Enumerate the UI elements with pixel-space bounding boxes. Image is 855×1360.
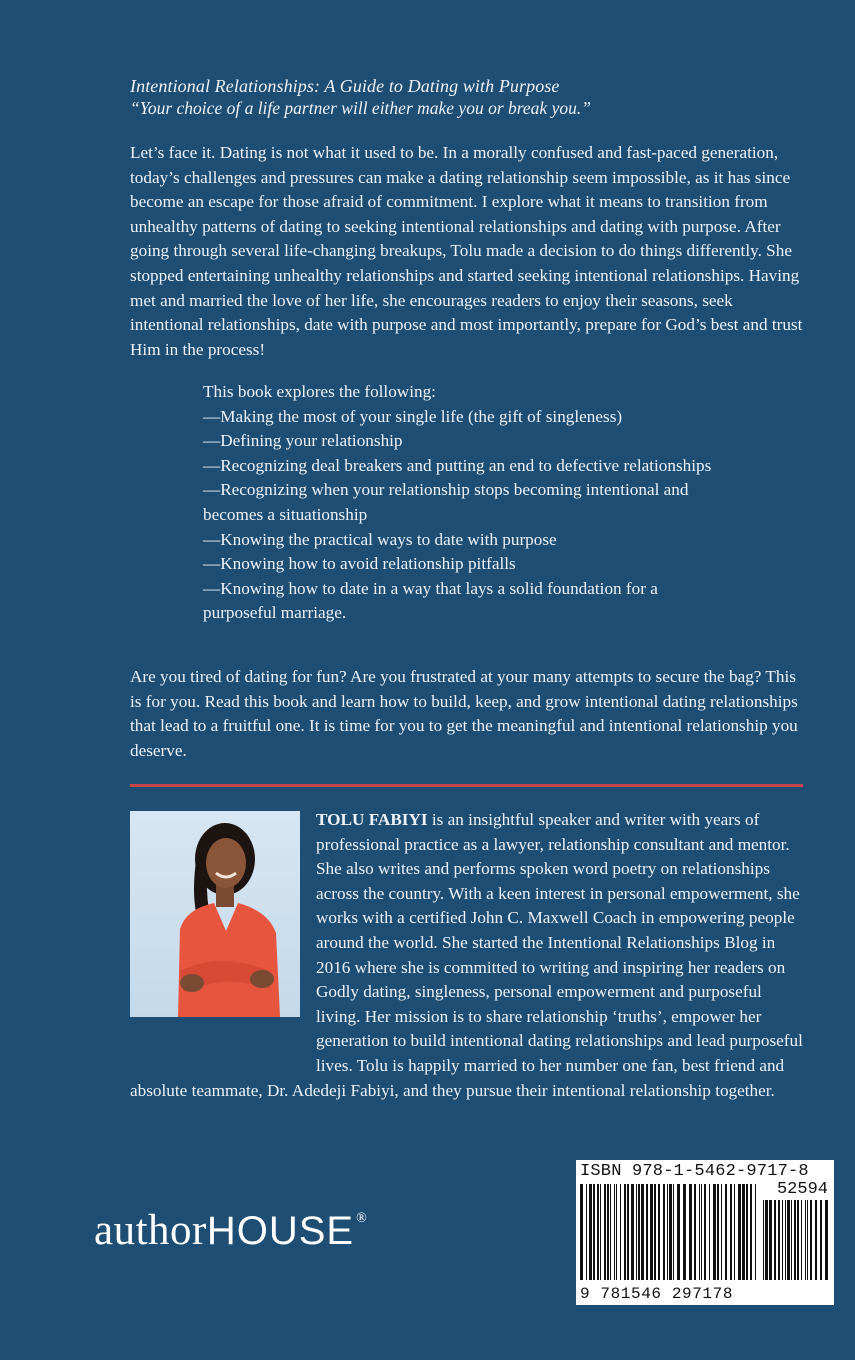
barcode-bar bbox=[815, 1200, 817, 1280]
barcode-bar bbox=[580, 1184, 583, 1280]
barcode-bar bbox=[667, 1184, 668, 1280]
barcode-bar bbox=[820, 1200, 822, 1280]
barcode-bar bbox=[610, 1184, 611, 1280]
barcode-bar bbox=[600, 1184, 601, 1280]
barcode-bar bbox=[589, 1184, 592, 1280]
barcode-bar bbox=[654, 1184, 656, 1280]
barcode-bar bbox=[794, 1200, 796, 1280]
barcode-bar bbox=[709, 1184, 710, 1280]
barcode-bar bbox=[646, 1184, 648, 1280]
barcode-bar bbox=[730, 1184, 732, 1280]
barcode-bar bbox=[765, 1200, 768, 1280]
barcode-addon-bars bbox=[763, 1200, 829, 1280]
barcode-bar bbox=[807, 1200, 808, 1280]
barcode-bar bbox=[787, 1200, 790, 1280]
barcode-bar bbox=[650, 1184, 653, 1280]
barcode-bar bbox=[791, 1200, 792, 1280]
barcode-bar bbox=[805, 1200, 806, 1280]
barcode-bar bbox=[604, 1184, 606, 1280]
barcode-bar bbox=[597, 1184, 599, 1280]
barcode-bar bbox=[801, 1200, 802, 1280]
barcode-bar bbox=[658, 1184, 660, 1280]
barcode-bar bbox=[641, 1184, 644, 1280]
publisher-logo bbox=[94, 1206, 367, 1255]
logo-house: HOUSE bbox=[206, 1209, 355, 1253]
barcode-bar bbox=[734, 1184, 735, 1280]
barcode-bar bbox=[717, 1184, 719, 1280]
logo-author: author bbox=[94, 1207, 207, 1254]
barcode-bar bbox=[769, 1200, 772, 1280]
barcode-bar bbox=[593, 1184, 595, 1280]
ean-digits: 9 781546 297178 bbox=[580, 1285, 734, 1303]
barcode-bar bbox=[755, 1184, 756, 1280]
explores-item: —Recognizing deal breakers and putting an end to defective relationships bbox=[203, 455, 712, 475]
barcode-bar bbox=[627, 1184, 629, 1280]
barcode-bar bbox=[636, 1184, 637, 1280]
explores-item: —Defining your relationship bbox=[203, 431, 403, 451]
intro-paragraph: Let’s face it. Dating is not what it used to be. In a morally confused and fast-paced generation, today’s challenges and pressures can make a dating relationship seem impossible, as it has since become an escape for those afraid of commitment. I explore what it means to transition from unhealthy patterns of dating to seeking intentional relationships and dating with purpose. After going through several life-changing breakups, Tolu made a decision to do things differently. She stopped entertaining unhealthy relationships and started seeking intentional relationships. Having met and married the love of her life, she encourages readers to enjoy their seasons, seek intentional relationships, date with purpose and most importantly, prepare for God’s best and trust Him in the process! bbox=[130, 143, 803, 359]
logo-registered: ® bbox=[356, 1211, 368, 1226]
explores-item: —Knowing how to avoid relationship pitfalls bbox=[203, 554, 516, 574]
isbn-barcode bbox=[576, 1160, 834, 1305]
barcode-bar bbox=[614, 1184, 615, 1280]
barcode-bar bbox=[782, 1200, 783, 1280]
barcode-bar bbox=[810, 1200, 812, 1280]
barcode-bar bbox=[677, 1184, 680, 1280]
price-code: 52594 bbox=[776, 1180, 828, 1199]
barcode-bar bbox=[797, 1200, 799, 1280]
barcode-bar bbox=[689, 1184, 692, 1280]
barcode-bar bbox=[825, 1200, 828, 1280]
barcode-bar bbox=[713, 1184, 716, 1280]
barcode-bar bbox=[624, 1184, 626, 1280]
barcode-bar bbox=[774, 1200, 776, 1280]
explores-list bbox=[203, 380, 729, 626]
barcode-bar bbox=[746, 1184, 748, 1280]
barcode-bar bbox=[725, 1184, 727, 1280]
author-bio-text: is an insightful speaker and writer with years of professional practice as a lawyer, relationship consultant and mentor. She also writes and performs spoken word poetry on relationships across the country. With a keen interest in personal empowerment, she works with a certified John C. Maxwell Coach in empowering people around the world. She started the Intentional Relationships Blog in 2016 where she is committed to writing and inspiring her readers on Godly dating, singleness, personal empowerment and purposeful living. Her mission is to share relationship ‘truths’, empower her generation to build intentional dating relationships and lead purposeful lives. Tolu is happily married to her number one fan, best friend and absolute teammate, Dr. Adedeji Fabiyi, and they pursue their intentional relationship together. bbox=[130, 810, 803, 1100]
explores-item: —Making the most of your single life (the gift of singleness) bbox=[203, 406, 623, 426]
barcode-bar bbox=[699, 1184, 700, 1280]
barcode-bar bbox=[750, 1184, 752, 1280]
book-title: Intentional Relationships: A Guide to Dating with Purpose bbox=[130, 76, 560, 96]
explores-heading: This book explores the following: bbox=[203, 382, 436, 401]
barcode-bar bbox=[663, 1184, 665, 1280]
barcode-bar bbox=[701, 1184, 702, 1280]
barcode-bar bbox=[694, 1184, 696, 1280]
barcode-bar bbox=[778, 1200, 780, 1280]
barcode-bar bbox=[638, 1184, 640, 1280]
barcode-bar bbox=[785, 1200, 786, 1280]
barcode-bar bbox=[738, 1184, 741, 1280]
barcode-bar bbox=[763, 1200, 764, 1280]
barcode-bar bbox=[669, 1184, 672, 1280]
barcode-bar bbox=[586, 1184, 587, 1280]
barcode-bar bbox=[742, 1184, 745, 1280]
author-bio bbox=[130, 808, 803, 1103]
isbn-number: ISBN 978-1-5462-9717-8 bbox=[580, 1162, 809, 1181]
barcode-bar bbox=[721, 1184, 722, 1280]
explores-item: —Knowing the practical ways to date with purpose bbox=[203, 529, 557, 549]
barcode-bar bbox=[683, 1184, 686, 1280]
barcode-bar bbox=[704, 1184, 706, 1280]
explores-item: —Recognizing when your relationship stops becoming intentional and becomes a situationship bbox=[203, 480, 689, 524]
barcode-bar bbox=[631, 1184, 634, 1280]
barcode-bar bbox=[616, 1184, 617, 1280]
barcode-bar bbox=[620, 1184, 621, 1280]
photo-spacer bbox=[130, 808, 316, 1054]
book-tagline: “Your choice of a life partner will either make you or break you.” bbox=[130, 98, 591, 118]
author-name: TOLU FABIYI bbox=[316, 810, 428, 829]
barcode-bars bbox=[580, 1184, 760, 1280]
barcode-bar bbox=[673, 1184, 674, 1280]
barcode-bar bbox=[607, 1184, 609, 1280]
section-divider bbox=[130, 784, 803, 787]
explores-item: —Knowing how to date in a way that lays a solid foundation for a purposeful marriage. bbox=[203, 578, 658, 623]
closing-paragraph: Are you tired of dating for fun? Are you frustrated at your many attempts to secure the bag? This is for you. Read this book and learn how to build, keep, and grow intentional dating relationships that lead to a fruitful one. It is time for you to get the meaningful and intentional relationship you deserve. bbox=[130, 667, 798, 760]
